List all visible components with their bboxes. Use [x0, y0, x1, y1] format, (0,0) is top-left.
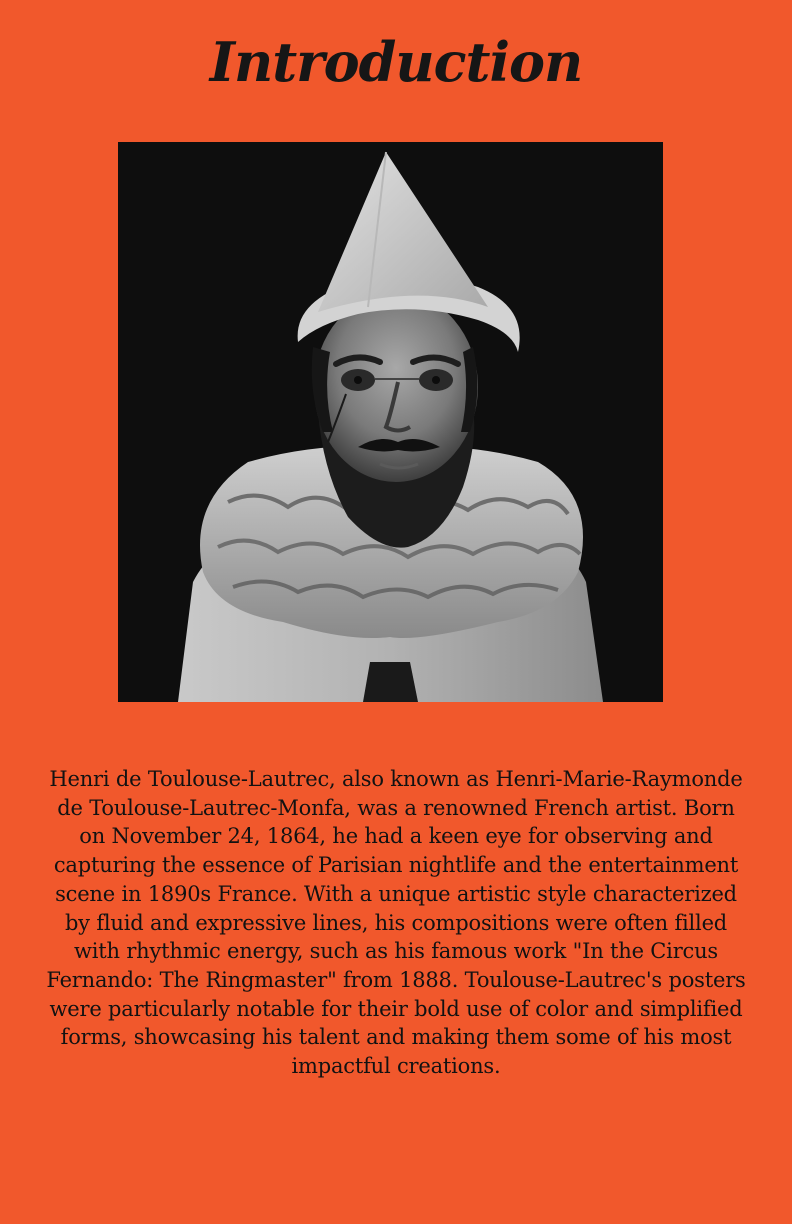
portrait-photo [118, 142, 663, 702]
page-title: Introduction [209, 30, 583, 94]
intro-paragraph: Henri de Toulouse-Lautrec, also known as Henri-Marie-Raymonde de Toulouse-Lautrec-Monfa, was a renowned French artist. Born on November 24, 1864, he had a keen eye for observing and capturing the essence of Parisian nightlife and the entertainment scene in 1890s France. With a unique artistic style characterized by fluid and expressive lines, his compositions were often filled with rhythmic energy, such as his famous work "In the Circus Fernando: The Ringmaster" from 1888. Toulouse-Lautrec's posters were particularly notable for their bold use of color and simplified forms, showcasing his talent and making them some of his most impactful creations. [46, 767, 746, 1079]
portrait-photo-icon [118, 142, 663, 702]
